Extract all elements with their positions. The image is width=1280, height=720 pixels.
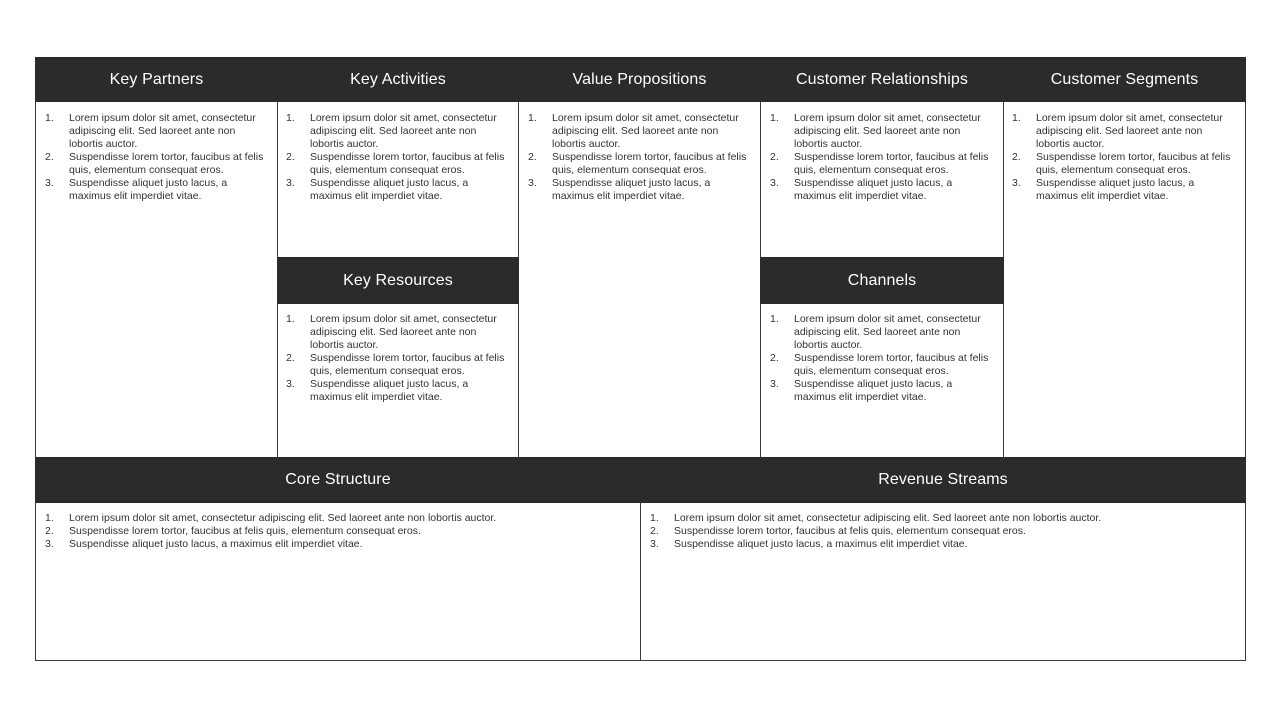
customer-segments-header bbox=[1003, 57, 1246, 102]
list-number: 3. bbox=[1012, 177, 1021, 189]
list-text: Suspendisse lorem tortor, faucibus at felis quis, elementum consequat eros. bbox=[69, 151, 264, 176]
list-number: 2. bbox=[528, 151, 537, 163]
list-number: 1. bbox=[286, 112, 295, 124]
key-resources-title: Key Resources bbox=[343, 271, 453, 289]
value-propositions-title: Value Propositions bbox=[572, 70, 707, 88]
list-item bbox=[770, 112, 994, 151]
list-number: 3. bbox=[45, 538, 54, 550]
list-item bbox=[528, 151, 752, 177]
list-text: Lorem ipsum dolor sit amet, consectetur adipiscing elit. Sed laoreet ante non lobortis auctor. bbox=[552, 112, 739, 150]
list-text: Lorem ipsum dolor sit amet, consectetur adipiscing elit. Sed laoreet ante non lobortis auctor. bbox=[674, 512, 1102, 524]
list-item bbox=[528, 177, 752, 203]
list-item bbox=[650, 512, 1236, 525]
list-number: 1. bbox=[528, 112, 537, 124]
list-number: 2. bbox=[286, 151, 295, 163]
core-structure-header bbox=[35, 457, 641, 503]
list-number: 1. bbox=[770, 313, 779, 325]
list-text: Suspendisse lorem tortor, faucibus at felis quis, elementum consequat eros. bbox=[552, 151, 747, 176]
key-activities-header bbox=[277, 57, 519, 102]
list-item bbox=[45, 177, 269, 203]
list-text: Lorem ipsum dolor sit amet, consectetur adipiscing elit. Sed laoreet ante non lobortis auctor. bbox=[69, 512, 497, 524]
list-text: Suspendisse aliquet justo lacus, a maximus elit imperdiet vitae. bbox=[310, 378, 469, 403]
list-item bbox=[1012, 112, 1236, 151]
list-item bbox=[286, 313, 510, 352]
list-item bbox=[286, 177, 510, 203]
value-propositions-header bbox=[518, 57, 761, 102]
list-number: 1. bbox=[1012, 112, 1021, 124]
list-text: Suspendisse lorem tortor, faucibus at felis quis, elementum consequat eros. bbox=[674, 525, 1026, 537]
channels-list bbox=[770, 313, 994, 404]
key-resources-header bbox=[277, 257, 519, 304]
list-item bbox=[528, 112, 752, 151]
list-item bbox=[770, 151, 994, 177]
list-item bbox=[286, 112, 510, 151]
list-item bbox=[45, 512, 631, 525]
key-partners-title: Key Partners bbox=[109, 70, 204, 88]
list-number: 2. bbox=[45, 151, 54, 163]
list-number: 3. bbox=[528, 177, 537, 189]
revenue-streams-header bbox=[640, 457, 1246, 503]
key-activities-list bbox=[286, 112, 510, 203]
list-text: Suspendisse lorem tortor, faucibus at felis quis, elementum consequat eros. bbox=[794, 352, 989, 377]
list-text: Suspendisse lorem tortor, faucibus at felis quis, elementum consequat eros. bbox=[1036, 151, 1231, 176]
list-text: Suspendisse aliquet justo lacus, a maximus elit imperdiet vitae. bbox=[69, 177, 228, 202]
list-text: Lorem ipsum dolor sit amet, consectetur adipiscing elit. Sed laoreet ante non lobortis auctor. bbox=[1036, 112, 1223, 150]
value-propositions-list bbox=[528, 112, 752, 203]
channels-header bbox=[760, 257, 1004, 304]
list-number: 3. bbox=[650, 538, 659, 550]
list-number: 2. bbox=[650, 525, 659, 537]
list-item bbox=[1012, 177, 1236, 203]
key-partners-list bbox=[45, 112, 269, 203]
list-number: 3. bbox=[770, 378, 779, 390]
list-number: 2. bbox=[45, 525, 54, 537]
list-number: 1. bbox=[770, 112, 779, 124]
list-item bbox=[45, 525, 631, 538]
list-number: 1. bbox=[286, 313, 295, 325]
list-text: Suspendisse lorem tortor, faucibus at felis quis, elementum consequat eros. bbox=[310, 352, 505, 377]
list-number: 2. bbox=[770, 151, 779, 163]
list-item bbox=[650, 525, 1236, 538]
list-number: 1. bbox=[45, 112, 54, 124]
list-text: Lorem ipsum dolor sit amet, consectetur adipiscing elit. Sed laoreet ante non lobortis auctor. bbox=[310, 112, 497, 150]
core-structure-list bbox=[45, 512, 631, 551]
list-item bbox=[45, 151, 269, 177]
list-text: Suspendisse lorem tortor, faucibus at felis quis, elementum consequat eros. bbox=[69, 525, 421, 537]
list-number: 2. bbox=[1012, 151, 1021, 163]
channels-title: Channels bbox=[847, 271, 917, 289]
list-text: Suspendisse aliquet justo lacus, a maximus elit imperdiet vitae. bbox=[1036, 177, 1195, 202]
key-activities-title: Key Activities bbox=[350, 70, 446, 88]
list-number: 1. bbox=[45, 512, 54, 524]
list-text: Suspendisse aliquet justo lacus, a maximus elit imperdiet vitae. bbox=[794, 177, 953, 202]
list-text: Suspendisse lorem tortor, faucibus at felis quis, elementum consequat eros. bbox=[310, 151, 505, 176]
list-number: 3. bbox=[286, 378, 295, 390]
list-item bbox=[770, 378, 994, 404]
list-item bbox=[45, 538, 631, 551]
list-item bbox=[770, 352, 994, 378]
list-number: 2. bbox=[770, 352, 779, 364]
list-item bbox=[286, 352, 510, 378]
list-item bbox=[770, 177, 994, 203]
key-resources-list bbox=[286, 313, 510, 404]
customer-relationships-title: Customer Relationships bbox=[795, 70, 969, 88]
revenue-streams-title: Revenue Streams bbox=[878, 471, 1008, 488]
list-item bbox=[45, 112, 269, 151]
list-item bbox=[650, 538, 1236, 551]
list-text: Suspendisse aliquet justo lacus, a maximus elit imperdiet vitae. bbox=[794, 378, 953, 403]
list-text: Lorem ipsum dolor sit amet, consectetur adipiscing elit. Sed laoreet ante non lobortis auctor. bbox=[794, 313, 981, 351]
customer-relationships-list bbox=[770, 112, 994, 203]
customer-segments-list bbox=[1012, 112, 1236, 203]
list-text: Suspendisse aliquet justo lacus, a maximus elit imperdiet vitae. bbox=[674, 538, 968, 550]
core-structure-title: Core Structure bbox=[285, 471, 391, 488]
list-number: 1. bbox=[650, 512, 659, 524]
list-text: Suspendisse aliquet justo lacus, a maximus elit imperdiet vitae. bbox=[310, 177, 469, 202]
revenue-streams-list bbox=[650, 512, 1236, 551]
key-partners-header bbox=[35, 57, 278, 102]
list-text: Suspendisse aliquet justo lacus, a maximus elit imperdiet vitae. bbox=[69, 538, 363, 550]
list-text: Lorem ipsum dolor sit amet, consectetur adipiscing elit. Sed laoreet ante non lobortis auctor. bbox=[794, 112, 981, 150]
list-text: Suspendisse aliquet justo lacus, a maximus elit imperdiet vitae. bbox=[552, 177, 711, 202]
list-item bbox=[770, 313, 994, 352]
list-text: Lorem ipsum dolor sit amet, consectetur adipiscing elit. Sed laoreet ante non lobortis auctor. bbox=[310, 313, 497, 351]
list-number: 3. bbox=[286, 177, 295, 189]
list-item bbox=[1012, 151, 1236, 177]
list-number: 2. bbox=[286, 352, 295, 364]
list-text: Lorem ipsum dolor sit amet, consectetur adipiscing elit. Sed laoreet ante non lobortis auctor. bbox=[69, 112, 256, 150]
list-text: Suspendisse lorem tortor, faucibus at felis quis, elementum consequat eros. bbox=[794, 151, 989, 176]
list-number: 3. bbox=[770, 177, 779, 189]
customer-segments-title: Customer Segments bbox=[1050, 70, 1199, 88]
customer-relationships-header bbox=[760, 57, 1004, 102]
list-item bbox=[286, 151, 510, 177]
list-item bbox=[286, 378, 510, 404]
list-number: 3. bbox=[45, 177, 54, 189]
